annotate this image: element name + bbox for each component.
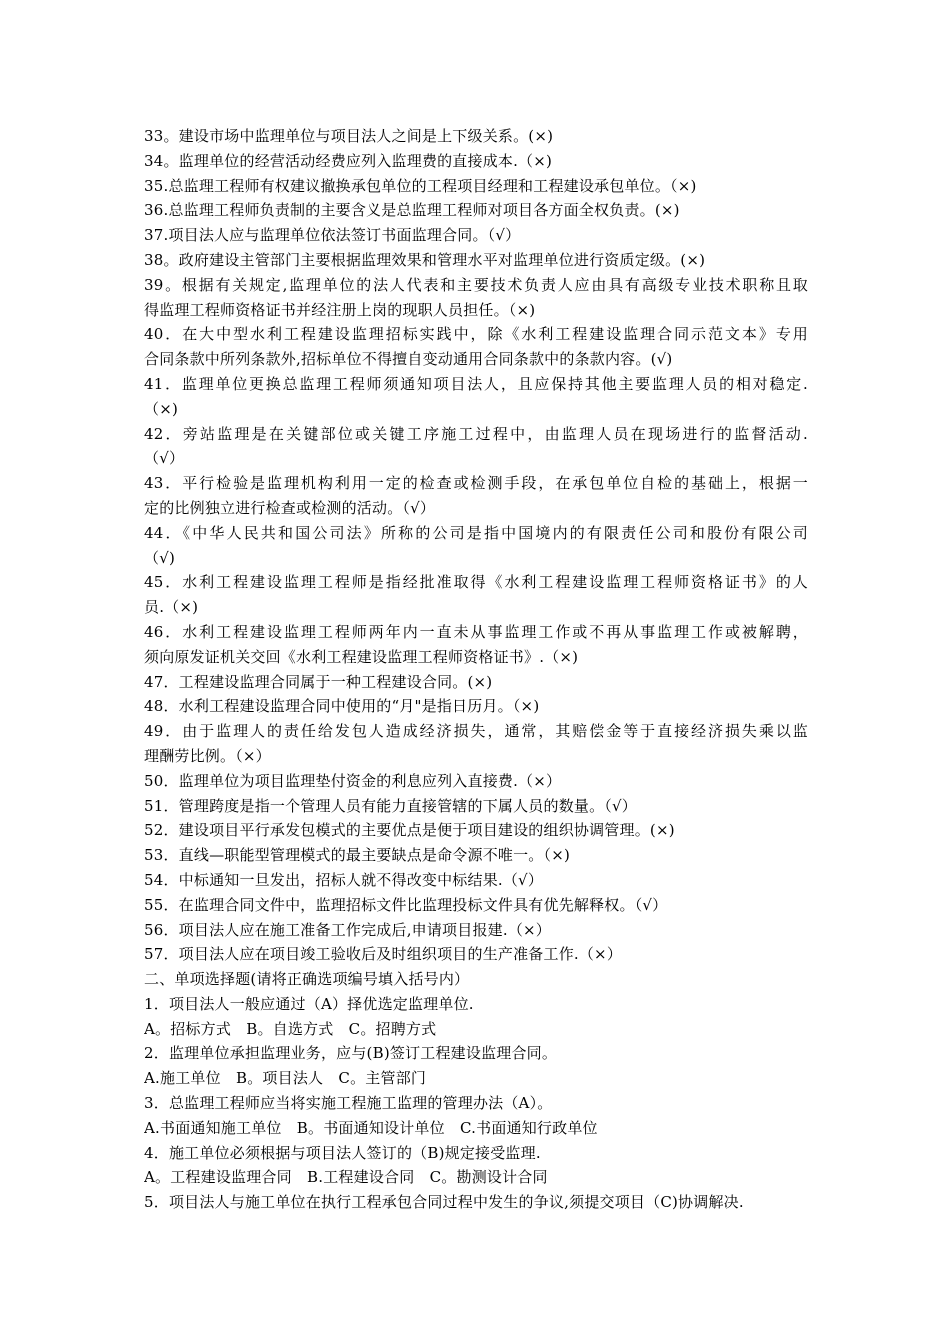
question-line: 5．项目法人与施工单位在执行工程承包合同过程中发生的争议,须提交项目（C)协调解决. bbox=[144, 1193, 744, 1212]
text-line: 49．由于监理人的责任给发包人造成经济损失，通常，其赔偿金等于直接经济损失乘以监 bbox=[144, 722, 808, 741]
text-line: 43．平行检验是监理机构利用一定的检查或检测手段，在承包单位自检的基础上，根据一 bbox=[144, 474, 808, 493]
question-line: 4．施工单位必须根据与项目法人签订的（B)规定接受监理. bbox=[144, 1143, 541, 1162]
text-line: 48．水利工程建设监理合同中使用的“月"是指日历月。（×) bbox=[144, 697, 540, 716]
options-line: A.施工单位 B。项目法人 C。主管部门 bbox=[144, 1069, 427, 1088]
text-line: 42．旁站监理是在关键部位或关键工序施工过程中，由监理人员在现场进行的监督活动. bbox=[144, 424, 808, 443]
text-line: 36.总监理工程师负责制的主要含义是总监理工程师对项目各方面全权负责。(×) bbox=[144, 201, 680, 220]
text-line: （√） bbox=[144, 449, 185, 468]
text-line: （√) bbox=[144, 548, 176, 567]
text-line: （×) bbox=[144, 399, 179, 418]
text-line: 41．监理单位更换总监理工程师须通知项目法人，且应保持其他主要监理人员的相对稳定. bbox=[144, 374, 808, 393]
text-line: 52．建设项目平行承发包模式的主要优点是便于项目建设的组织协调管理。(×) bbox=[144, 821, 675, 840]
text-line: 34。监理单位的经营活动经费应列入监理费的直接成本.（×) bbox=[144, 151, 553, 170]
text-line: 理酬劳比例。（×） bbox=[144, 746, 271, 765]
question-line: 2．监理单位承担监理业务，应与(B)签订工程建设监理合同。 bbox=[144, 1044, 558, 1063]
text-line: 37.项目法人应与监理单位依法签订书面监理合同。（√） bbox=[144, 226, 521, 245]
text-line: 51．管理跨度是指一个管理人员有能力直接管辖的下属人员的数量。（√） bbox=[144, 796, 637, 815]
section-heading: 二、单项选择题(请将正确选项编号填入括号内） bbox=[144, 970, 470, 989]
text-line: 45．水利工程建设监理工程师是指经批准取得《水利工程建设监理工程师资格证书》的人 bbox=[144, 573, 808, 592]
text-line: 47．工程建设监理合同属于一种工程建设合同。(×) bbox=[144, 672, 493, 691]
text-line: 44．《中华人民共和国公司法》所称的公司是指中国境内的有限责任公司和股份有限公司 bbox=[144, 523, 808, 542]
text-line: 合同条款中所列条款外,招标单位不得擅自变动通用合同条款中的条款内容。(√) bbox=[144, 350, 673, 369]
text-line: 38。政府建设主管部门主要根据监理效果和管理水平对监理单位进行资质定级。(×) bbox=[144, 250, 706, 269]
text-line: 40．在大中型水利工程建设监理招标实践中，除《水利工程建设监理合同示范文本》专用 bbox=[144, 325, 808, 344]
text-line: 须向原发证机关交回《水利工程建设监理工程师资格证书》.（×) bbox=[144, 647, 579, 666]
text-line: 55．在监理合同文件中，监理招标文件比监理投标文件具有优先解释权。（√） bbox=[144, 895, 668, 914]
text-line: 53．直线—职能型管理模式的最主要缺点是命令源不唯一。（×) bbox=[144, 846, 571, 865]
options-line: A。招标方式 B。自选方式 C。招聘方式 bbox=[144, 1019, 437, 1038]
text-line: 39。根据有关规定,监理单位的法人代表和主要技术负责人应由具有高级专业技术职称且取 bbox=[144, 275, 808, 294]
text-line: 50．监理单位为项目监理垫付资金的利息应列入直接费.（×） bbox=[144, 771, 562, 790]
text-line: 54．中标通知一旦发出，招标人就不得改变中标结果.（√） bbox=[144, 870, 544, 889]
text-line: 35.总监理工程师有权建议撤换承包单位的工程项目经理和工程建设承包单位。（×) bbox=[144, 176, 697, 195]
document-body bbox=[144, 124, 808, 1215]
options-line: A。工程建设监理合同 B.工程建设合同 C。勘测设计合同 bbox=[144, 1168, 548, 1187]
text-line: 46．水利工程建设监理工程师两年内一直未从事监理工作或不再从事监理工作或被解聘， bbox=[144, 622, 808, 641]
question-line: 3．总监理工程师应当将实施工程施工监理的管理办法（A）。 bbox=[144, 1094, 553, 1113]
text-line: 33。建设市场中监理单位与项目法人之间是上下级关系。(×) bbox=[144, 127, 554, 145]
options-line: A.书面通知施工单位 B。书面通知设计单位 C.书面通知行政单位 bbox=[144, 1118, 598, 1137]
text-line: 56．项目法人应在施工准备工作完成后,申请项目报建.（×） bbox=[144, 920, 551, 939]
text-line: 57．项目法人应在项目竣工验收后及时组织项目的生产准备工作.（×） bbox=[144, 945, 623, 964]
text-line: 员.（×) bbox=[144, 598, 199, 617]
question-line: 1．项目法人一般应通过（A）择优选定监理单位. bbox=[144, 994, 474, 1013]
text-line: 得监理工程师资格证书并经注册上岗的现职人员担任。（×) bbox=[144, 300, 536, 319]
text-line: 定的比例独立进行检查或检测的活动。（√） bbox=[144, 498, 436, 517]
